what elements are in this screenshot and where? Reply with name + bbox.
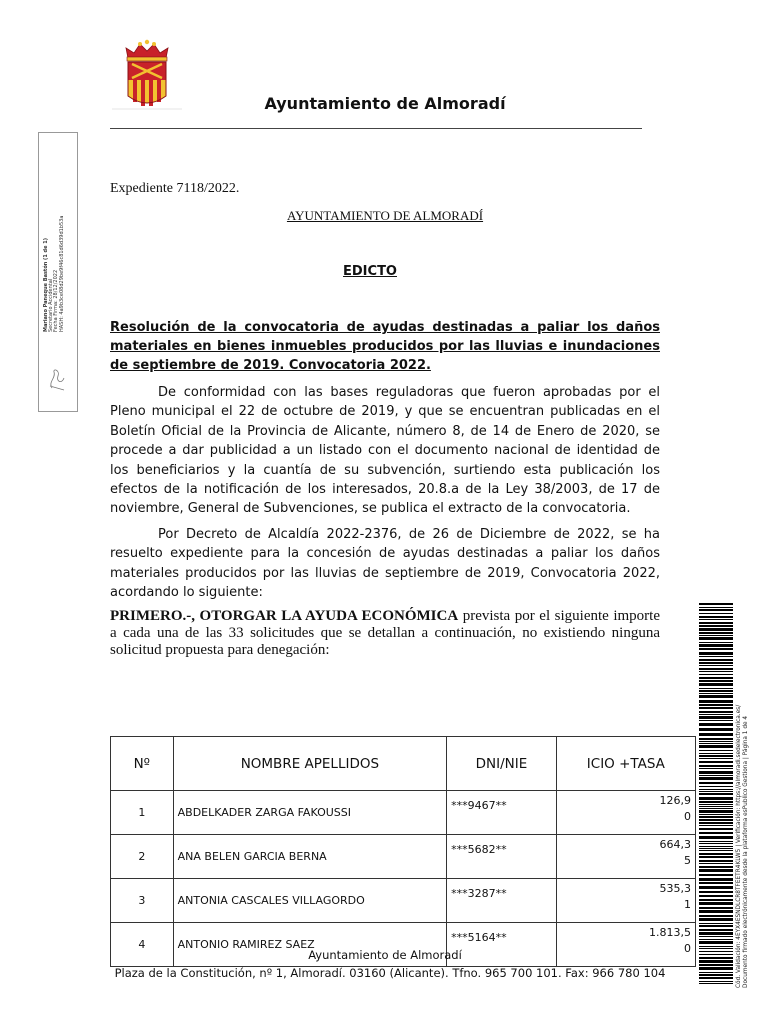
table-row <box>111 791 696 835</box>
signature-date: Fecha Firma: 28/12/2022 <box>53 269 60 332</box>
row-number: 3 <box>111 879 174 923</box>
row-name: ABDELKADER ZARGA FAKOUSSI <box>173 791 446 835</box>
validation-text <box>736 608 750 988</box>
table-row <box>111 835 696 879</box>
body-paragraph-2: Por Decreto de Alcaldía 2022-2376, de 26 de Diciembre de 2022, se ha resuelto expediente para la concesión de ayudas destinadas a paliar los daños materiales producidos por las lluvias de septiembre de 2019, Convocatoria 2022, acordando lo siguiente: <box>110 527 660 601</box>
signer-role: Secretario Accidental <box>48 278 55 332</box>
row-dni: ***5682** <box>447 835 557 879</box>
footer-org-name: Ayuntamiento de Almoradí <box>308 948 462 962</box>
amount-line: 1.813,5 <box>649 926 691 939</box>
amount-line: 664,3 <box>659 838 691 851</box>
row-number: 4 <box>111 923 174 967</box>
col-header-name: NOMBRE APELLIDOS <box>173 737 446 791</box>
barcode-image <box>699 603 733 985</box>
row-number: 1 <box>111 791 174 835</box>
resolution-title: Resolución de la convocatoria de ayudas destinadas a paliar los daños materiales en bienes inmuebles producidos por las lluvias e inundaciones de septiembre de 2019. Convocatoria 2022. <box>110 320 660 373</box>
row-name: ANTONIA CASCALES VILLAGORDO <box>173 879 446 923</box>
col-header-dni: DNI/NIE <box>447 737 557 791</box>
signer-name: Mariano Paneque Bastón (1 de 1) <box>43 237 49 332</box>
row-amount <box>556 879 695 923</box>
col-header-number: Nº <box>111 737 174 791</box>
amount-line: 535,3 <box>659 882 691 895</box>
row-name: ANA BELEN GARCIA BERNA <box>173 835 446 879</box>
handwritten-signature-mark <box>46 364 68 392</box>
clause-lead: PRIMERO.-, OTORGAR LA AYUDA ECONÓMICA <box>110 608 459 624</box>
row-amount <box>556 791 695 835</box>
case-file-number: Expediente 7118/2022. <box>110 181 240 196</box>
row-amount <box>556 835 695 879</box>
row-dni: ***5164** <box>447 923 557 967</box>
edict-title: EDICTO <box>343 264 397 279</box>
col-header-amount: ICIO +TASA <box>556 737 695 791</box>
document-heading: AYUNTAMIENTO DE ALMORADÍ <box>286 208 484 223</box>
validation-line-1: Cód. Validación: 4EYX4ESNDLCR8TFEETR4KLW5 | Verificación: https://almoradi.sedelectronica.es/ <box>736 704 742 988</box>
amount-wrap: 5 <box>684 854 691 867</box>
first-resolution-clause <box>110 608 660 659</box>
org-title: Ayuntamiento de Almoradí <box>264 94 506 113</box>
table-row <box>111 879 696 923</box>
table-header-row <box>111 737 696 791</box>
row-dni: ***9467** <box>447 791 557 835</box>
body-paragraph-1: De conformidad con las bases reguladoras que fueron aprobadas por el Pleno municipal el 22 de octubre de 2019, y que se encuentran publicadas en el Boletín Oficial de la Provincia de Alicante, número 8, de 14 de Enero de 2020, se procede a dar publicidad a un listado con el documento nacional de identidad de los beneficiarios y la cuantía de su subvención, surtiendo esta publicación los efectos de la notificación de los interesados, 20.8.a de la Ley 38/2003, de 17 de noviembre, General de Subvenciones, se publica el extracto de la convocatoria. <box>110 385 660 517</box>
footer-address: Plaza de la Constitución, nº 1, Almoradí. 03160 (Alicante). Tfno. 965 700 101. Fax: 966 780 104 <box>114 966 666 980</box>
validation-line-2: Documento firmado electrónicamente desde la plataforma esPublico Gestiona | Página 1 de 4 <box>743 715 749 988</box>
amount-line: 126,9 <box>659 794 691 807</box>
clause-text: prevista por el siguiente importe a cada una de las 33 solicitudes que se detallan a continuación, no existiendo ninguna solicitud propuesta para denegación: <box>110 608 660 658</box>
signature-hash: HASH: 4a9b3ce08d29be9f46c81d6d39d1b53a <box>58 215 65 332</box>
amount-wrap: 1 <box>684 898 691 911</box>
row-dni: ***3287** <box>447 879 557 923</box>
grants-table <box>110 736 696 967</box>
row-number: 2 <box>111 835 174 879</box>
amount-wrap: 0 <box>684 942 691 955</box>
row-name: ANTONIO RAMIREZ SAEZ <box>173 923 446 967</box>
header-divider <box>110 128 642 129</box>
amount-wrap: 0 <box>684 810 691 823</box>
